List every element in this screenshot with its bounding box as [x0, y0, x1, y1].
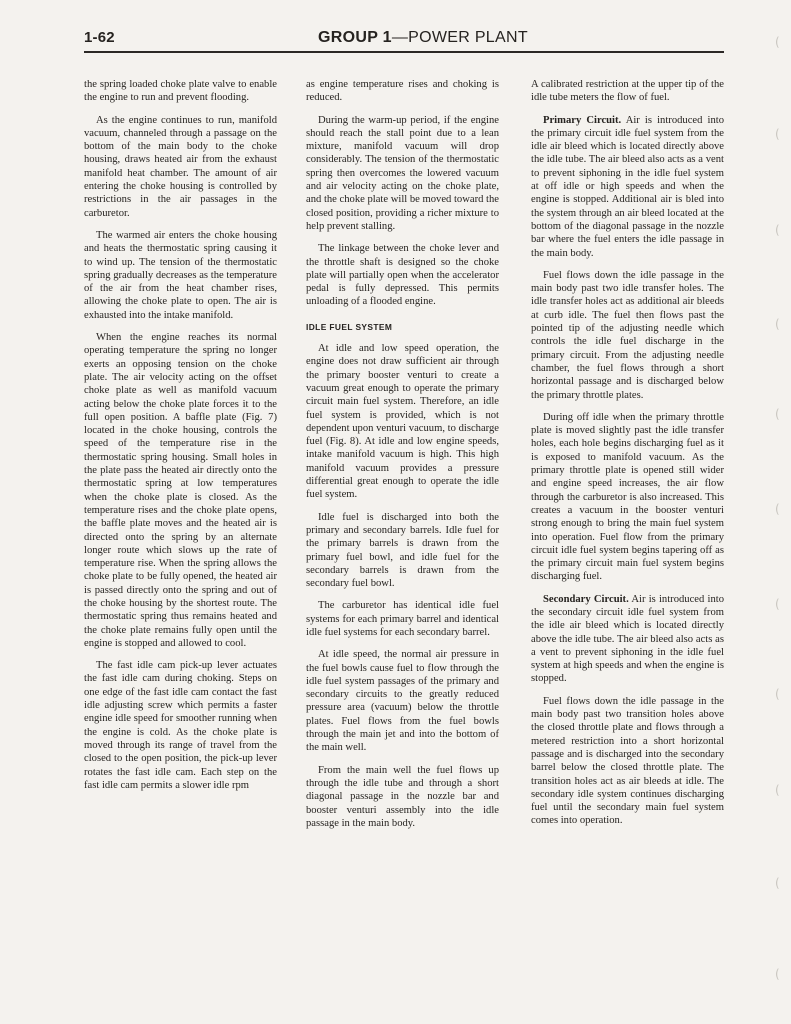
binder-hole-mark: ( — [775, 687, 780, 701]
paragraph-text: The fast idle cam pick-up lever actuates the fast idle cam during choking. Steps on one edge of the fast idle cam contact the fast idle adjusting screw which permits a faster engine idle speed for smoother running when the engine is cold. As the choke plate is moved through its range of travel from the closed to the open position, the pick-up lever rotates the fast idle cam. Each step on the fast idle cam permits a slower idle rpm — [84, 660, 277, 791]
text-column-1 — [84, 78, 277, 801]
paragraph-text: Fuel flows down the idle passage in the main body past two idle transfer holes. The idle transfer holes act as additional air bleeds at curb idle. The fuel then flows past the pointed tip of the adjusting needle which controls the idle fuel discharge in the primary circuit. From the adjusting needle chamber, the fuel flows through a short horizontal passage and is discharged below the primary throttle plates. — [531, 269, 724, 401]
body-paragraph — [306, 599, 499, 639]
section-title: —POWER PLANT — [391, 29, 528, 46]
body-paragraph — [306, 114, 499, 234]
paragraph-text: At idle and low speed operation, the engine does not draw sufficient air through the primary booster venturi to create a vacuum great enough to operate the primary circuit main fuel system. Therefore, an idle fuel system is provided, which is not dependent upon venturi vacuum, to discharge fuel (Fig. 8). At idle and low engine speeds, intake manifold vacuum is high. This high manifold vacuum provides a pressure differential great enough to operate the idle fuel system. — [306, 343, 499, 501]
binder-hole-mark: ( — [775, 502, 780, 516]
paragraph-text: From the main well the fuel flows up through the idle tube and through a short diagonal passage in the nozzle bar and booster venturi assembly into the idle passage in the main body. — [306, 764, 499, 829]
paragraph-text: At idle speed, the normal air pressure in the fuel bowls cause fuel to flow through the idle fuel system passages of the primary and secondary circuits to the greatly reduced pressure area (vacuum) below the throttle plates. Fuel flows from the fuel bowls through the main jet and into the bottom of the main well. — [306, 649, 499, 754]
section-heading: IDLE FUEL SYSTEM — [306, 321, 393, 332]
run-in-heading: Secondary Circuit. — [543, 593, 629, 605]
binder-hole-mark: ( — [775, 317, 780, 331]
body-paragraph — [306, 78, 499, 105]
body-paragraph — [84, 78, 277, 105]
paragraph-text: Fuel flows down the idle passage in the main body past two transition holes above the closed throttle plate and flows through a metered restriction into a short horizontal passage and is discharged into the secondary barrel below the closed throttle plate. The transition holes act as air bleeds at idle. The secondary idle system continues discharging fuel until the secondary main fuel system comes into operation. — [531, 695, 724, 827]
body-paragraph — [306, 511, 499, 591]
body-paragraph — [84, 659, 277, 792]
binder-hole-mark: ( — [775, 597, 780, 611]
page-number: 1-62 — [84, 29, 115, 46]
binder-hole-mark: ( — [775, 783, 780, 797]
group-label: GROUP 1 — [318, 29, 392, 46]
paragraph-text: A calibrated restriction at the upper tip of the idle tube meters the flow of fuel. — [531, 79, 724, 104]
header-rule — [84, 51, 724, 53]
paragraph-text: the spring loaded choke plate valve to enable the engine to run and prevent flooding. — [84, 79, 277, 104]
text-column-3 — [531, 78, 724, 837]
binder-hole-mark: ( — [775, 407, 780, 421]
run-in-heading: Primary Circuit. — [543, 114, 622, 126]
body-paragraph — [306, 242, 499, 308]
paragraph-text: During the warm-up period, if the engine should reach the stall point due to a lean mixture, manifold vacuum will drop considerably. The tension of the thermostatic spring then overcomes the lowered vacuum and air velocity acting on the choke plate, and the choke plate will be moved toward the closed position, providing a richer mixture to help prevent stalling. — [306, 114, 499, 232]
paragraph-text: Air is introduced into the secondary circuit idle fuel system from the idle air bleed which is located directly above the idle tube. The air bleed also acts as a vent to prevent siphoning in the idle fuel system at high speeds and when the engine is stopped. — [531, 593, 724, 685]
body-paragraph — [531, 269, 724, 402]
paragraph-text: The warmed air enters the choke housing and heats the thermostatic spring causing it to wind up. The tension of the thermostatic spring gradually decreases as the temperature of the air from the heat chamber rises, allowing the choke plate to open. The air is exhausted into the intake manifold. — [84, 229, 277, 321]
body-paragraph — [531, 411, 724, 584]
body-paragraph — [306, 764, 499, 830]
body-paragraph — [306, 342, 499, 502]
body-paragraph — [531, 695, 724, 828]
paragraph-text: As the engine continues to run, manifold vacuum, channeled through a passage on the bottom of the main body to the choke housing, draws heated air from the exhaust manifold heat chamber. The amount of air entering the choke housing is controlled by restrictions in the air passages in the carburetor. — [84, 114, 277, 219]
body-paragraph — [531, 78, 724, 105]
body-paragraph — [531, 593, 724, 686]
body-paragraph — [84, 331, 277, 650]
paragraph-text: When the engine reaches its normal operating temperature the spring no longer exerts an opposing tension on the choke plate. The air velocity acting on the offset choke plate as well as manifold vacuum acting below the choke plate forces it to the full open position. A baffle plate (Fig. 7) located in the choke housing, controls the speed of the temperature rise in the thermostatic spring housing. Small holes in the plate pass the heated air directly onto the thermostatic spring at low temperatures when the choke plate is closed. As the temperature rises and the choke plate opens, the baffle plate moves and the heated air is directed onto the spring by an alternate longer route which slows up the rate of temperature rise. When the spring allows the choke plate to be fully opened, the heated air is passed directly onto the spring and out of the choke housing by the shortest route. The thermostatic spring thus remains heated and the choke plate remains fully open until the engine is stopped and allowed to cool. — [84, 332, 277, 649]
binder-hole-mark: ( — [775, 127, 780, 141]
body-paragraph — [306, 648, 499, 754]
body-paragraph — [84, 114, 277, 220]
page-header-title — [318, 29, 528, 47]
binder-hole-mark: ( — [775, 35, 780, 49]
paragraph-text: During off idle when the primary throttle plate is moved slightly past the idle transfer holes, each hole begins discharging fuel as it is exposed to manifold vacuum. As the primary throttle plate is opened still wider and engine speed increases, the air flow through the carburetor is also increased. This creates a vacuum in the booster venturi strong enough to bring the main fuel system into operation. Fuel flow from the primary circuit idle fuel system begins tapering off as the primary circuit main fuel system begins discharging fuel. — [531, 411, 724, 583]
binder-hole-mark: ( — [775, 223, 780, 237]
paragraph-text: Air is introduced into the primary circuit idle fuel system from the idle air bleed which is located directly above the idle tube. The air bleed also acts as a vent to prevent siphoning in the idle fuel system at off idle or high speeds and when the engine is stopped. Additional air is bled into the system through an air bleed located at the bottom of the diagonal passage in the nozzle bar where the fuel enters the idle passage in the main body. — [531, 114, 725, 259]
body-paragraph — [84, 229, 277, 322]
paragraph-text: The linkage between the choke lever and the throttle shaft is designed so the choke plate will partially open when the accelerator pedal is fully depressed. This permits unloading of a flooded engine. — [306, 243, 499, 308]
paragraph-text: as engine temperature rises and choking is reduced. — [306, 79, 499, 104]
text-column-2 — [306, 78, 499, 839]
binder-hole-mark: ( — [775, 876, 780, 890]
binder-hole-mark: ( — [775, 967, 780, 981]
body-paragraph — [531, 114, 724, 260]
paragraph-text: Idle fuel is discharged into both the primary and secondary barrels. Idle fuel for the primary barrels is drawn from the primary fuel bowl, and idle fuel for the secondary barrels is drawn from the secondary fuel bowl. — [306, 511, 499, 590]
paragraph-text: The carburetor has identical idle fuel systems for each primary barrel and identical idle fuel systems for each secondary barrel. — [306, 600, 499, 638]
